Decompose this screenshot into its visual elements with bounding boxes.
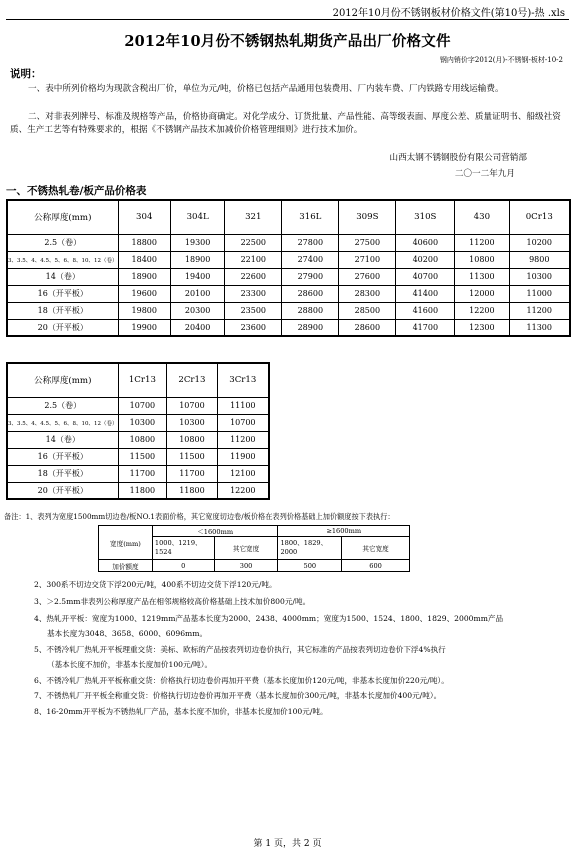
price-cell: 10300 [167,414,217,431]
surcharge-cell: 600 [342,560,410,572]
price-cell: 9800 [509,251,570,268]
column-header: 2Cr13 [167,363,217,397]
width-cell: 1000、1219、1524 [152,537,214,560]
price-cell: 28800 [282,302,339,319]
price-cell: 41700 [396,319,455,336]
thickness-cell: 14（卷） [7,268,118,285]
thickness-cell: 16（开平板） [7,448,118,465]
surcharge-cell: 500 [278,560,342,572]
thickness-cell: 20（开平板） [7,482,118,499]
price-cell: 20400 [170,319,224,336]
price-cell: 11300 [455,268,509,285]
price-cell: 10700 [167,397,217,414]
price-cell: 28600 [339,319,396,336]
price-cell: 19600 [118,285,170,302]
price-cell: 18900 [170,251,224,268]
price-cell: 10700 [217,414,269,431]
price-table-main [6,199,571,337]
column-header: 430 [455,200,509,234]
price-cell: 10800 [455,251,509,268]
width-cell: 其它宽度 [214,537,278,560]
width-surcharge-table [98,525,410,572]
price-cell: 28600 [282,285,339,302]
document-number: 钢内销价字2012(月)-不锈钢-板材-10-2 [439,56,563,64]
note-5-continued: （基本长度不加价，非基本长度加价100元/吨）。 [47,660,213,669]
price-cell: 22100 [225,251,282,268]
width-range-cell: ＜1600mm [152,526,278,537]
issue-date: 二〇一二年九月 [454,169,515,179]
price-cell: 11100 [217,397,269,414]
page-footer: 第 1 页，共 2 页 [253,839,322,849]
price-cell: 23600 [225,319,282,336]
explanation-paragraph-2: 二、对非表列牌号、标准及规格等产品，价格协商确定。对化学成分、订货批量、产品性能、高等级表面、厚度公差、质量证明书、船级社资质、生产工艺等有特殊要求的，根据《不锈钢产品技术加减价价格管理细则》进行技术加价。 [10,112,561,135]
table-row [7,397,269,414]
thickness-cell: 18（开平板） [7,302,118,319]
price-cell: 41400 [396,285,455,302]
price-cell: 10800 [118,431,167,448]
price-cell: 12200 [217,482,269,499]
surcharge-cell: 0 [152,560,214,572]
price-cell: 11800 [118,482,167,499]
header-rule [6,19,569,20]
price-cell: 22500 [225,234,282,251]
price-cell: 12000 [455,285,509,302]
thickness-cell: 18（开平板） [7,465,118,482]
note-4: 4、热轧开平板：宽度为1000、1219mm产品基本长度为2000、2438、4000mm；宽度为1500、1524、1800、1829、2000mm产品 [34,614,504,623]
price-cell: 19900 [118,319,170,336]
price-cell: 11200 [509,302,570,319]
price-cell: 20100 [170,285,224,302]
table-row [7,431,269,448]
price-cell: 18900 [118,268,170,285]
issuer-company: 山西太钢不锈钢股份有限公司营销部 [389,153,527,163]
thickness-cell: 2.5（卷） [7,234,118,251]
price-cell: 18800 [118,234,170,251]
price-cell: 11500 [118,448,167,465]
price-cell: 19300 [170,234,224,251]
table-row [99,560,410,572]
column-header: 3Cr13 [217,363,269,397]
price-cell: 10200 [509,234,570,251]
price-cell: 11300 [509,319,570,336]
price-cell: 28500 [339,302,396,319]
table-row [7,302,570,319]
table-row [7,234,570,251]
table-row [7,448,269,465]
price-cell: 23500 [225,302,282,319]
price-cell: 40700 [396,268,455,285]
price-cell: 22600 [225,268,282,285]
table-row [7,285,570,302]
price-cell: 40600 [396,234,455,251]
price-cell: 18400 [118,251,170,268]
width-range-cell: ≥1600mm [278,526,410,537]
note-4-continued: 基本长度为3048、3658、6000、6096mm。 [47,629,208,638]
price-cell: 19400 [170,268,224,285]
column-header: 321 [225,200,282,234]
price-cell: 10800 [167,431,217,448]
thickness-cell: 2.5（卷） [7,397,118,414]
price-cell: 27900 [282,268,339,285]
width-cell: 其它宽度 [342,537,410,560]
table-header-row [99,526,410,537]
thickness-cell: 16（开平板） [7,285,118,302]
surcharge-label-cell: 加价额度 [99,560,153,572]
column-header: 公称厚度(mm) [7,363,118,397]
price-cell: 41600 [396,302,455,319]
price-cell: 12100 [217,465,269,482]
file-header: 2012年10月份不锈钢板材价格文件(第10号)-热 .xls [332,8,565,19]
thickness-cell: 3、3.5、4、4.5、5、6、8、10、12（卷） [7,251,118,268]
price-cell: 12300 [455,319,509,336]
price-cell: 27600 [339,268,396,285]
price-cell: 11700 [167,465,217,482]
table-header-row [7,200,570,234]
column-header: 304L [170,200,224,234]
price-cell: 27400 [282,251,339,268]
price-cell: 28900 [282,319,339,336]
note-1: 备注：1、表列为宽度1500mm切边卷/板NO.1表面价格，其它宽度切边卷/板价格在表列价格基础上加价额度按下表执行： [4,512,395,521]
column-header: 310S [396,200,455,234]
price-cell: 27500 [339,234,396,251]
price-cell: 11700 [118,465,167,482]
price-cell: 11200 [455,234,509,251]
column-header: 公称厚度(mm) [7,200,118,234]
note-2: 2、300系不切边交货下浮200元/吨，400系不切边交货下浮120元/吨。 [34,580,277,589]
price-cell: 10700 [118,397,167,414]
table-row [7,319,570,336]
price-cell: 11800 [167,482,217,499]
section-heading: 一、不锈热轧卷/板产品价格表 [6,185,147,197]
price-cell: 11000 [509,285,570,302]
surcharge-cell: 300 [214,560,278,572]
price-cell: 23300 [225,285,282,302]
column-header: 309S [339,200,396,234]
price-cell: 11500 [167,448,217,465]
width-label-cell: 宽度(mm) [99,526,153,560]
price-cell: 27100 [339,251,396,268]
price-cell: 10300 [118,414,167,431]
note-6: 6、不锈冷轧厂热轧开平板称重交货：价格执行切边卷价再加开平费（基本长度加价120元/吨，非基本长度加价220元/吨）。 [34,676,449,685]
price-cell: 12200 [455,302,509,319]
note-3: 3、＞2.5mm非表列公称厚度产品在相邻规格较高价格基础上技术加价800元/吨。 [34,597,311,606]
thickness-cell: 3、3.5、4、4.5、5、6、8、10、12（卷） [7,414,118,431]
price-cell: 11200 [217,431,269,448]
price-table-martensitic [6,362,270,500]
price-cell: 27800 [282,234,339,251]
table-row [7,268,570,285]
explanation-heading: 说明： [10,68,42,80]
note-8: 8、16-20mm开平板为不锈热轧厂产品，基本长度不加价，非基本长度加价100元/吨。 [34,707,328,716]
thickness-cell: 20（开平板） [7,319,118,336]
thickness-cell: 14（卷） [7,431,118,448]
width-cell: 1800、1829、2000 [278,537,342,560]
price-cell: 10300 [509,268,570,285]
table-row [7,465,269,482]
table-header-row [7,363,269,397]
column-header: 316L [282,200,339,234]
table-row [7,482,269,499]
price-cell: 20300 [170,302,224,319]
document-title: 2012年10月份不锈钢热轧期货产品出厂价格文件 [124,33,451,50]
column-header: 1Cr13 [118,363,167,397]
table-row [7,251,570,268]
table-row [7,414,269,431]
price-cell: 19800 [118,302,170,319]
price-cell: 28300 [339,285,396,302]
note-5: 5、不锈冷轧厂热轧开平板理重交货：美标、欧标的产品按表列切边卷价执行，其它标准的产品按表列切边卷价下浮4%执行 [34,645,446,654]
price-cell: 40200 [396,251,455,268]
explanation-paragraph-1: 一、表中所列价格均为现款含税出厂价，单位为元/吨，价格已包括产品通用包装费用、厂内装车费、厂内铁路专用线运输费。 [28,84,504,94]
note-7: 7、不锈热轧厂开平板全称重交货：价格执行切边卷价再加开平费（基本长度加价300元/吨，非基本长度加价400元/吨）。 [34,691,442,700]
column-header: 0Cr13 [509,200,570,234]
price-cell: 11900 [217,448,269,465]
column-header: 304 [118,200,170,234]
